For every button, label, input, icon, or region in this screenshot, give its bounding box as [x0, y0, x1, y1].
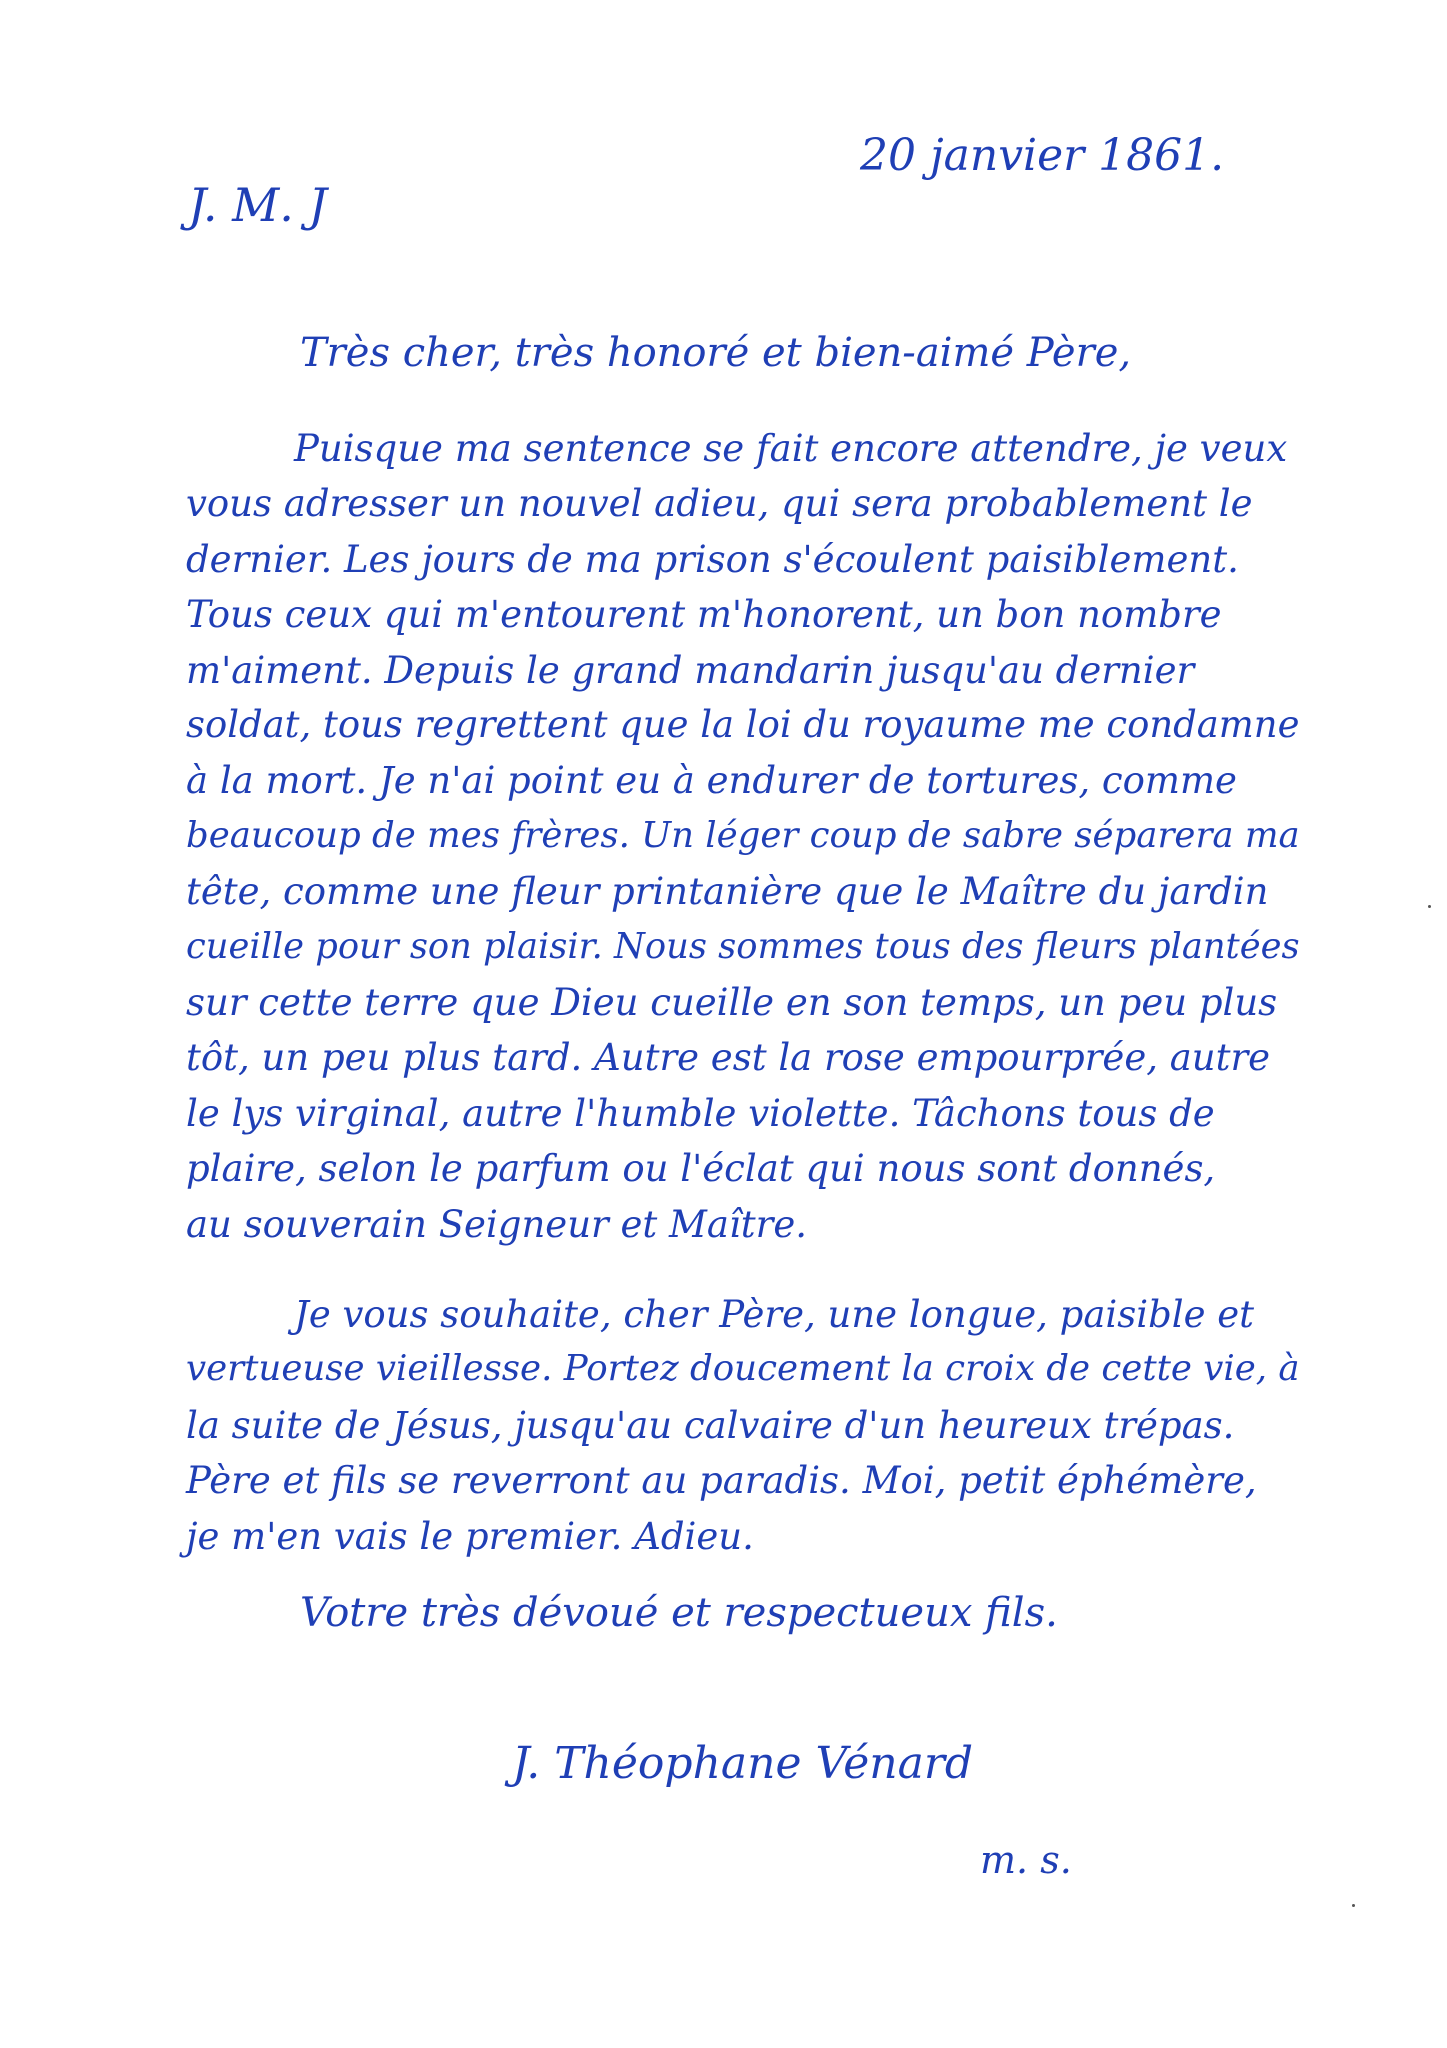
text-line: vous adresser un nouvel adieu, qui sera probablement le: [186, 482, 1253, 526]
salutation: Très cher, très honoré et bien-aimé Père,: [300, 330, 1132, 376]
text-line: m'aiment. Depuis le grand mandarin jusqu'au dernier: [186, 648, 1195, 692]
text-line: au souverain Seigneur et Maître.: [186, 1202, 807, 1246]
signature: J. Théophane Vénard: [512, 1738, 974, 1789]
text-line: tôt, un peu plus tard. Autre est la rose empourprée, autre: [186, 1036, 1271, 1080]
text-line: vertueuse vieillesse. Portez doucement la croix de cette vie, à: [186, 1348, 1300, 1390]
text-line: la suite de Jésus, jusqu'au calvaire d'un heureux trépas.: [186, 1403, 1235, 1447]
text-line: je m'en vais le premier. Adieu.: [186, 1514, 754, 1558]
text-line: sur cette terre que Dieu cueille en son temps, un peu plus: [186, 981, 1278, 1024]
paper-speck: [1428, 905, 1431, 908]
text-line: dernier. Les jours de ma prison s'écoulent paisiblement.: [186, 537, 1239, 581]
text-line: beaucoup de mes frères. Un léger coup de sabre séparera ma: [186, 814, 1300, 856]
initials: m. s.: [980, 1838, 1072, 1882]
closing-line: Votre très dévoué et respectueux fils.: [300, 1590, 1058, 1636]
text-line: à la mort. Je n'ai point eu à endurer de tortures, comme: [186, 759, 1237, 803]
text-line: Tous ceux qui m'entourent m'honorent, un bon nombre: [186, 593, 1222, 637]
text-line: Je vous souhaite, cher Père, une longue, paisible et: [294, 1293, 1255, 1336]
text-line: Père et fils se reverront au paradis. Moi, petit éphémère,: [186, 1459, 1257, 1503]
text-line: plaire, selon le parfum ou l'éclat qui nous sont donnés,: [186, 1147, 1216, 1191]
text-line: cueille pour son plaisir. Nous sommes tous des fleurs plantées: [186, 925, 1300, 967]
text-line: tête, comme une fleur printanière que le Maître du jardin: [186, 870, 1269, 914]
text-line: soldat, tous regrettent que la loi du royaume me condamne: [186, 703, 1300, 746]
text-line: Puisque ma sentence se fait encore attendre, je veux: [294, 427, 1288, 470]
monogram: J. M. J: [188, 178, 327, 232]
letter-date: 20 janvier 1861.: [860, 130, 1225, 181]
paper-speck: [1352, 1904, 1355, 1907]
text-line: le lys virginal, autre l'humble violette. Tâchons tous de: [186, 1091, 1215, 1135]
